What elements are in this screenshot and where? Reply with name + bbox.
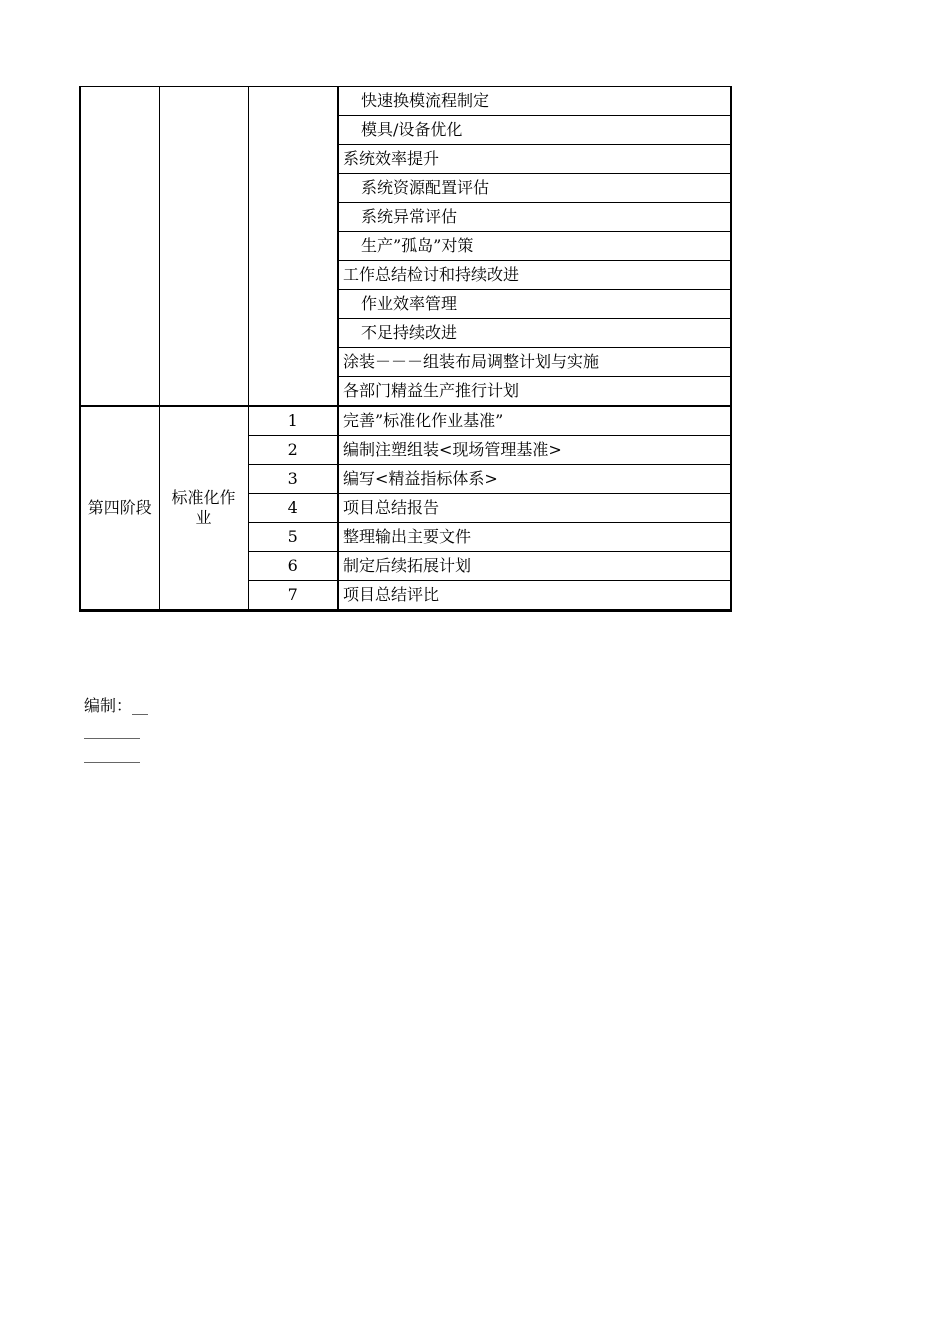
task-cell: 制定后续拓展计划	[338, 552, 731, 581]
task-number: 5	[248, 523, 338, 552]
table-row	[80, 87, 731, 116]
task-number: 1	[248, 406, 338, 436]
task-cell: 生产”孤岛”对策	[338, 232, 731, 261]
task-cell: 整理输出主要文件	[338, 523, 731, 552]
phase-label: 第四阶段	[80, 406, 159, 611]
task-cell: 项目总结报告	[338, 494, 731, 523]
task-cell: 系统效率提升	[338, 145, 731, 174]
task-cell: 系统资源配置评估	[338, 174, 731, 203]
category-label: 标准化作业	[159, 406, 248, 611]
task-cell: 不足持续改进	[338, 319, 731, 348]
category-cell	[159, 87, 248, 407]
task-cell: 工作总结检讨和持续改进	[338, 261, 731, 290]
task-cell: 编制注塑组装<现场管理基准>	[338, 436, 731, 465]
project-plan-table	[79, 86, 732, 612]
signature-line: _______	[84, 720, 140, 739]
task-cell: 作业效率管理	[338, 290, 731, 319]
task-cell: 完善”标准化作业基准”	[338, 406, 731, 436]
number-cell	[248, 87, 338, 407]
prepared-by-label: 编制：__	[84, 696, 149, 715]
task-number: 2	[248, 436, 338, 465]
task-number: 3	[248, 465, 338, 494]
task-cell: 各部门精益生产推行计划	[338, 377, 731, 407]
task-cell: 快速换模流程制定	[338, 87, 731, 116]
task-cell: 项目总结评比	[338, 581, 731, 611]
task-cell: 系统异常评估	[338, 203, 731, 232]
task-cell: 编写<精益指标体系>	[338, 465, 731, 494]
prepared-by-section	[84, 694, 148, 766]
phase-cell	[80, 87, 159, 407]
task-number: 6	[248, 552, 338, 581]
table-row	[80, 406, 731, 436]
task-number: 4	[248, 494, 338, 523]
date-line: _______	[84, 744, 140, 763]
task-cell: 涂装－－－组装布局调整计划与实施	[338, 348, 731, 377]
task-cell: 模具/设备优化	[338, 116, 731, 145]
task-number: 7	[248, 581, 338, 611]
